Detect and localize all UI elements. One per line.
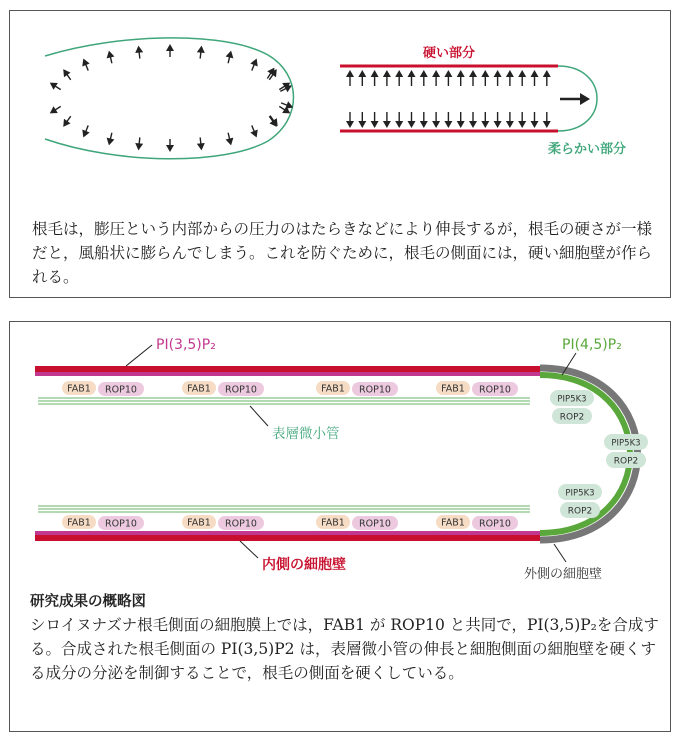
fab1-protein-label: FAB1 xyxy=(321,383,345,395)
pip5k3-protein xyxy=(550,390,594,406)
arrow-down xyxy=(457,112,465,128)
rop10-protein-label: ROP10 xyxy=(479,518,511,530)
rop10-protein xyxy=(218,382,264,396)
arrow-up xyxy=(469,70,477,86)
rop10-protein-label: ROP10 xyxy=(105,384,137,396)
turgor-arrow xyxy=(197,137,205,150)
arrow-up xyxy=(371,70,379,86)
arrow-up xyxy=(543,70,551,86)
microtubules-bottom xyxy=(38,506,530,512)
arrow-down xyxy=(395,112,403,128)
wall-red-bottom xyxy=(35,535,540,541)
rop2-protein xyxy=(606,452,646,468)
arrow-up xyxy=(531,70,539,86)
top-panel xyxy=(9,10,671,298)
rop10-protein-label: ROP10 xyxy=(479,384,511,396)
rop10-protein xyxy=(352,516,398,530)
turgor-arrow xyxy=(197,46,205,59)
arrow-down xyxy=(531,112,539,128)
fab1-protein-label: FAB1 xyxy=(187,383,211,395)
arrow-down xyxy=(346,112,354,128)
rop2-protein xyxy=(552,408,592,424)
growth-arrow xyxy=(560,93,590,105)
turgor-arrow xyxy=(82,59,89,71)
rop10-protein-label: ROP10 xyxy=(105,518,137,530)
turgor-arrow xyxy=(226,51,234,64)
rop10-protein-label: ROP10 xyxy=(359,384,391,396)
pip5k3-protein-label: PIP5K3 xyxy=(565,488,595,499)
turgor-arrow xyxy=(269,116,276,127)
wall-red-top xyxy=(35,366,540,372)
wall-pressure-arrows xyxy=(346,70,551,128)
turgor-arrow xyxy=(166,44,174,57)
turgor-arrow xyxy=(135,137,143,150)
pointer-microtubules xyxy=(250,406,268,426)
arrow-down xyxy=(506,112,514,128)
label-pi45p2: PI(4,5)P₂ xyxy=(562,337,622,353)
rop10-protein xyxy=(352,382,398,396)
arrow-up xyxy=(395,70,403,86)
fab1-protein-label: FAB1 xyxy=(321,517,345,529)
rop10-protein-label: ROP10 xyxy=(359,518,391,530)
label-pi35p2: PI(3,5)P₂ xyxy=(156,337,216,353)
protein-layer xyxy=(62,381,648,530)
pip5k3-protein xyxy=(558,484,602,500)
arrow-up xyxy=(444,70,452,86)
mechanism-diagram xyxy=(10,322,670,592)
fab1-protein-label: FAB1 xyxy=(67,383,91,395)
arrow-up xyxy=(494,70,502,86)
rop10-protein xyxy=(472,516,518,530)
arrow-up xyxy=(518,70,526,86)
turgor-arrow xyxy=(107,133,115,146)
rop2-protein-label: ROP2 xyxy=(613,456,639,467)
turgor-arrow xyxy=(82,125,89,137)
fab1-protein xyxy=(182,515,216,529)
arrow-up xyxy=(420,70,428,86)
fab1-protein xyxy=(316,515,350,529)
turgor-arrow xyxy=(63,116,70,127)
arrow-up xyxy=(346,70,354,86)
arrow-up xyxy=(457,70,465,86)
fab1-protein xyxy=(182,381,216,395)
arrow-down xyxy=(408,112,416,128)
rop10-protein xyxy=(218,516,264,530)
arrow-down xyxy=(383,112,391,128)
turgor-arrow xyxy=(226,133,234,146)
membrane-magenta-bottom xyxy=(35,531,540,535)
turgor-arrow xyxy=(166,139,174,152)
turgor-arrow xyxy=(50,83,61,90)
fab1-protein xyxy=(62,381,96,395)
arrow-down xyxy=(358,112,366,128)
rop10-protein-label: ROP10 xyxy=(225,518,257,530)
arrow-up xyxy=(432,70,440,86)
label-inner-wall: 内側の細胞壁 xyxy=(262,557,346,573)
fab1-protein-label: FAB1 xyxy=(441,383,465,395)
turgor-arrow xyxy=(135,46,143,59)
arrow-up xyxy=(506,70,514,86)
label-microtubules: 表層微小管 xyxy=(272,426,340,442)
arrow-down xyxy=(469,112,477,128)
label-soft-part: 柔らかい部分 xyxy=(548,142,627,157)
arrow-down xyxy=(481,112,489,128)
arrow-down xyxy=(543,112,551,128)
arrow-down xyxy=(444,112,452,128)
label-outer-wall: 外側の細胞壁 xyxy=(524,567,603,582)
fab1-protein xyxy=(316,381,350,395)
fab1-protein xyxy=(62,515,96,529)
bottom-panel xyxy=(9,321,671,732)
turgor-arrow xyxy=(250,125,257,137)
fab1-protein-label: FAB1 xyxy=(67,517,91,529)
fab1-protein xyxy=(436,515,470,529)
turgor-diagram xyxy=(10,11,670,211)
rop10-protein xyxy=(98,382,144,396)
fab1-protein-label: FAB1 xyxy=(441,517,465,529)
rop2-protein-label: ROP2 xyxy=(567,506,593,517)
turgor-arrow xyxy=(107,51,115,64)
arrow-up xyxy=(481,70,489,86)
arrow-up xyxy=(383,70,391,86)
pip5k3-protein-label: PIP5K3 xyxy=(557,394,587,405)
arrow-down xyxy=(420,112,428,128)
arrow-up xyxy=(408,70,416,86)
top-caption: 根毛は，膨圧という内部からの圧力のはたらきなどにより伸長するが，根毛の硬さが一様だと，風船状に膨らんでしまう。これを防ぐために，根毛の側面には，硬い細胞壁が作られる。 xyxy=(32,220,653,286)
arrow-down xyxy=(518,112,526,128)
fab1-protein xyxy=(436,381,470,395)
arrow-up xyxy=(358,70,366,86)
rop2-protein-label: ROP2 xyxy=(559,412,585,423)
membrane-magenta-top xyxy=(35,372,540,376)
rop2-protein xyxy=(560,502,600,518)
arrow-down xyxy=(494,112,502,128)
pip5k3-protein xyxy=(604,434,648,450)
balloon-hair-outline xyxy=(45,38,294,159)
microtubules-top xyxy=(38,398,530,404)
turgor-arrow xyxy=(250,59,257,71)
pointer-pi35p2 xyxy=(126,345,152,366)
rop10-protein xyxy=(98,516,144,530)
arrow-down xyxy=(371,112,379,128)
bottom-caption: シロイヌナズナ根毛側面の細胞膜上では，FAB1 が ROP10 と共同で，PI(3,5)P₂を合成する。合成された根毛側面の PI(3,5)P2 は，表層微小管の伸長と細胞側面の細胞壁を硬くする成分の分泌を制御することで，根毛の側面を硬くしている。 xyxy=(30,616,659,682)
pip5k3-protein-label: PIP5K3 xyxy=(611,438,641,449)
arrow-down xyxy=(432,112,440,128)
rop10-protein-label: ROP10 xyxy=(225,384,257,396)
pointer-inner-wall xyxy=(240,541,258,558)
fab1-protein-label: FAB1 xyxy=(187,517,211,529)
turgor-arrow xyxy=(63,69,70,80)
pointer-outer-wall xyxy=(554,544,566,562)
figure-title: 研究成果の概略図 xyxy=(30,594,146,610)
turgor-arrows xyxy=(50,44,293,152)
turgor-arrow xyxy=(50,106,61,113)
rop10-protein xyxy=(472,382,518,396)
label-hard-part: 硬い部分 xyxy=(422,46,476,61)
